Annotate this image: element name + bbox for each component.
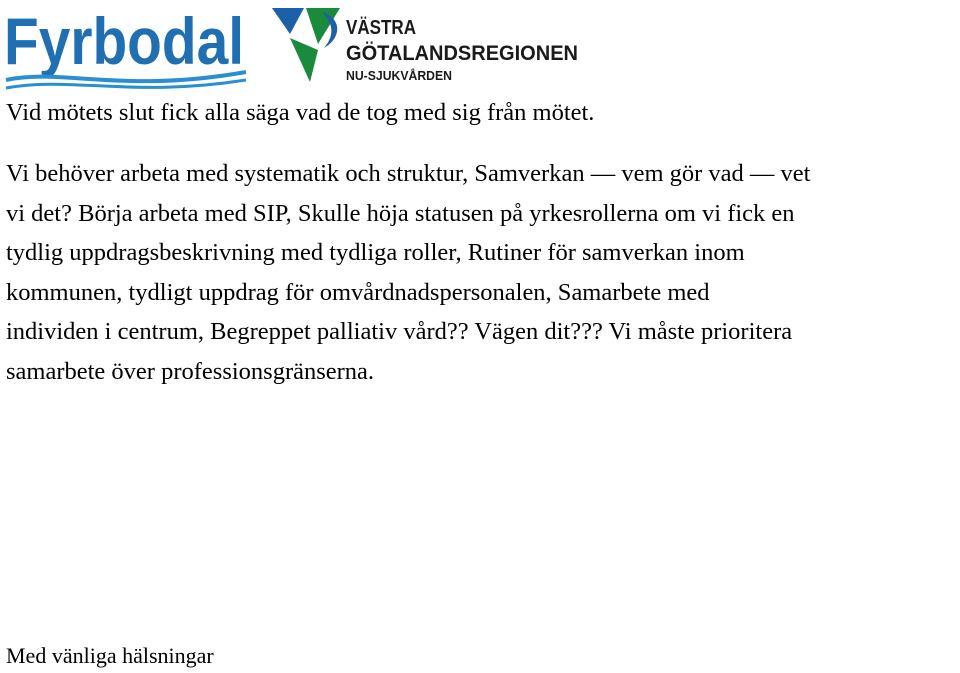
vgr-emblem-icon bbox=[272, 8, 340, 82]
paragraph-line: vi det? Börja arbeta med SIP, Skulle höja statusen på yrkesrollerna om vi fick en bbox=[6, 199, 795, 227]
vgr-logo-line-3: NU-SJUKVÅRDEN bbox=[346, 68, 452, 83]
closing-greeting: Med vänliga hälsningar bbox=[6, 643, 214, 668]
paragraph-line: kommunen, tydligt uppdrag för omvårdnadspersonalen, Samarbete med bbox=[6, 278, 710, 306]
paragraph-reflections bbox=[6, 154, 810, 391]
vgr-logo bbox=[270, 4, 582, 88]
paragraph-meeting-summary: Vid mötets slut fick alla säga vad de tog med sig från mötet. bbox=[6, 99, 595, 126]
fyrbodal-logo bbox=[2, 2, 248, 94]
vgr-logo-line-1: VÄSTRA bbox=[346, 17, 429, 39]
paragraph-line: individen i centrum, Begreppet palliativ vård?? Vägen dit??? Vi måste prioritera bbox=[6, 318, 793, 345]
fyrbodal-logo-text: Fyrbodal bbox=[4, 4, 244, 78]
paragraph-line: tydlig uppdragsbeskrivning med tydliga roller, Rutiner för samverkan inom bbox=[6, 239, 745, 266]
page-header bbox=[0, 0, 960, 96]
paragraph-line: Vi behöver arbeta med systematik och struktur, Samverkan — vem gör vad — vet bbox=[6, 160, 811, 187]
paragraph-line: samarbete över professionsgränserna. bbox=[6, 357, 375, 385]
vgr-logo-line-2: GÖTALANDSREGIONEN bbox=[346, 42, 578, 65]
